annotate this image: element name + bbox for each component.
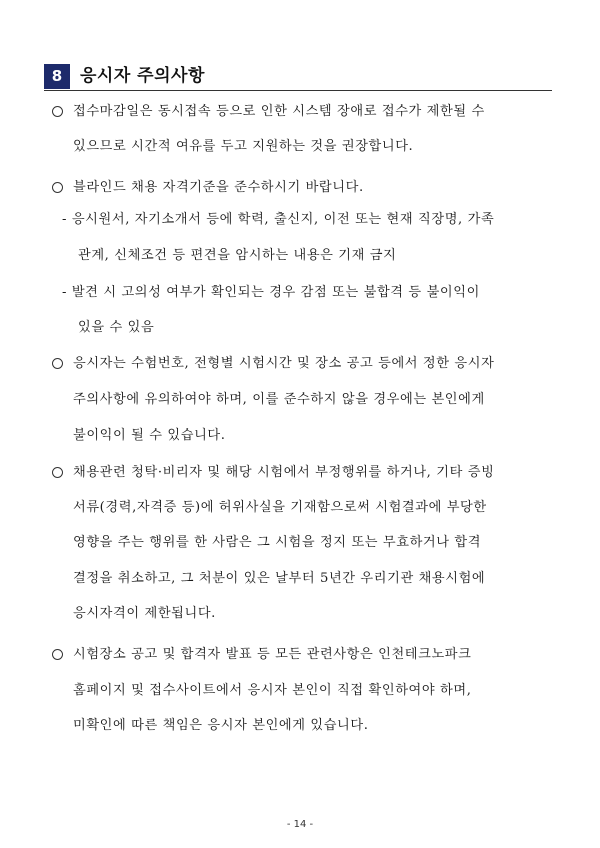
- item-line: 서류(경력,자격증 등)에 허위사실을 기재함으로써 시험결과에 부당한: [73, 500, 487, 515]
- bullet-circle-icon: [52, 649, 63, 660]
- section-number-badge: 8: [44, 64, 70, 89]
- item-line: 미확인에 따른 책임은 응시자 본인에게 있습니다.: [73, 718, 369, 733]
- item-line: 주의사항에 유의하여야 하며, 이를 준수하지 않을 경우에는 본인에게: [73, 392, 485, 407]
- bullet-circle-icon: [52, 182, 63, 193]
- item-line: 응시자는 수험번호, 전형별 시험시간 및 장소 공고 등에서 정한 응시자: [73, 356, 495, 371]
- page-number: - 14 -: [286, 819, 314, 830]
- section-header: [44, 64, 552, 91]
- sub-item-line: 있을 수 있음: [78, 320, 155, 335]
- item-line: 영향을 주는 행위를 한 사람은 그 시험을 정지 또는 무효하거나 합격: [73, 535, 482, 550]
- item-line: 접수마감일은 동시접속 등으로 인한 시스템 장애로 접수가 제한될 수: [73, 104, 485, 119]
- item-line: 불이익이 될 수 있습니다.: [73, 428, 226, 443]
- item-line: 블라인드 채용 자격기준을 준수하시기 바랍니다.: [73, 180, 364, 195]
- sub-item-line: - 발견 시 고의성 여부가 확인되는 경우 감점 또는 불합격 등 불이익이: [62, 285, 480, 300]
- item-line: 응시자격이 제한됩니다.: [73, 606, 216, 621]
- bullet-circle-icon: [52, 467, 63, 478]
- sub-item-line: - 응시원서, 자기소개서 등에 학력, 출신지, 이전 또는 현재 직장명, 가족: [62, 212, 495, 227]
- item-line: 홈페이지 및 접수사이트에서 응시자 본인이 직접 확인하여야 하며,: [73, 683, 472, 698]
- item-line: 시험장소 공고 및 합격자 발표 등 모든 관련사항은 인천테크노파크: [73, 647, 472, 662]
- item-line: 채용관련 청탁·비리자 및 해당 시험에서 부정행위를 하거나, 기타 증빙: [73, 465, 495, 480]
- sub-item-line: 관계, 신체조건 등 편견을 암시하는 내용은 기재 금지: [78, 248, 397, 263]
- item-line: 있으므로 시간적 여유를 두고 지원하는 것을 권장합니다.: [73, 139, 414, 154]
- section-title: 응시자 주의사항: [80, 66, 205, 86]
- item-line: 결정을 취소하고, 그 처분이 있은 날부터 5년간 우리기관 채용시험에: [73, 571, 486, 586]
- bullet-circle-icon: [52, 106, 63, 117]
- bullet-circle-icon: [52, 358, 63, 369]
